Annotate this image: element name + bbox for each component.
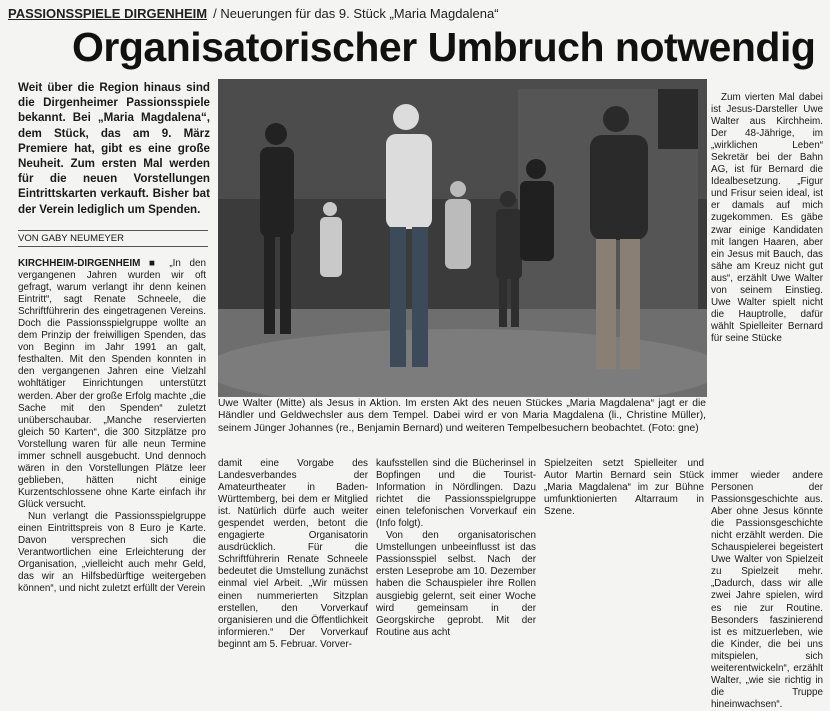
photo-caption [218, 398, 706, 435]
photo-credit: (Foto: gne) [648, 422, 699, 434]
col1-p2: Nun verlangt die Passionsspielgruppe einen Eintrittspreis von 8 Euro je Karte. Davon versprechen sich die Verantwortlichen eine Erleichterung der Organisation, „vielleicht auch mehr Geld, das wir an Hilfsbedürftige weitergeben können“, und nicht zuletzt erfüllt der Verein [18, 510, 206, 595]
column-3 [376, 458, 536, 639]
column-4: Spielzeiten setzt Spielleiter und Autor Martin Bernard sein Stück „Maria Magdalena“ im zur Bühne umfunktionierten Altarraum in Szene. [544, 458, 704, 518]
article-photo [218, 79, 707, 397]
col5-p2: immer wieder andere Personen der Passionsgeschichte aus. Aber ohne Jesus könnte die Passionsgeschichte nicht erzählt werden. Die Schauspielerei begeistert Uwe Walter von Spielzeit zu Spielzeit mehr. „Dadurch, dass wir alle zwei Jahre spielen, wird es nie zur Routine. Besonders faszinierend ist es mitzuerleben, wie die Kinder, die bei uns mitspielen, sich weiterentwickeln“, erzählt Walter, „wie sie richtig in die Truppe hineinwachsen“. [711, 470, 823, 710]
column-2: damit eine Vorgabe des Landesverbandes der Amateurtheater in Baden-Württemberg, bei dem er Mitglied ist. Natürlich dürfe auch weiter gespendet werden, betont die engagierte Organisatorin ausdrücklich. Für die Schriftführerin Renate Schneele bedeutet die Umstellung zunächst einmal viel Arbeit. „Wir müssen einen nummerierten Sitzplan erstellen, den Vorverkauf organisieren und die Öffentlichkeit informieren.“ Der Vorverkauf beginnt am 5. Februar. Vorver- [218, 458, 368, 650]
photo-illustration [218, 79, 707, 397]
column-5-bottom [711, 470, 823, 711]
dateline: KIRCHHEIM-DIRGENHEIM ■ [18, 258, 161, 269]
col3-p1: kaufsstellen sind die Bücherinsel in Bopfingen und die Tourist-Information in Nördlingen. Dazu richtet die Passionsspielgruppe einen telefonischen Vorverkauf ein (Info folgt). [376, 458, 536, 530]
column-5-top [711, 92, 823, 345]
headline: Organisatorischer Umbruch notwendig [72, 24, 816, 70]
col5-p1: Zum vierten Mal dabei ist Jesus-Darsteller Uwe Walter aus Kirchheim. Der 48-Jährige, im „wirklichen Leben“ Sekretär bei der Bahn AG, ist für Bernard die Idealbesetzung. „Figur und Frisur seien ideal, ist er damals auf mich zugekommen. Es gäbe zwar einige Kandidaten mit langen Haaren, aber ein Jesus mit Bauch, das sähe am Kreuz nicht gut aus“, erzählt Uwe Walter von seinem Einstieg. Uwe Walter spielt nicht die Hauptrolle, dafür wählt Spielleiter Bernard für seine Stücke [711, 92, 823, 344]
kicker [8, 6, 499, 21]
lead-paragraph: Weit über die Region hinaus sind die Dirgenheimer Passionsspiele bekannt. Bei „Maria Magdalena“, dem Stück, das am 9. März Premiere hat, gibt es eine große Neuheit. Zum ersten Mal werden für die neuen Vorstellungen Eintrittskarten verkauft. Bisher bat der Verein lediglich um Spenden. [18, 81, 210, 216]
topic-label: / Neuerungen für das 9. Stück „Maria Magdalena“ [213, 6, 499, 21]
byline: VON GABY NEUMEYER [18, 230, 208, 247]
column-1 [18, 258, 206, 595]
caption-text: Uwe Walter (Mitte) als Jesus in Aktion. Im ersten Akt des neuen Stückes „Maria Magdalena“ jagt er die Händler und Geldwechsler aus dem Tempel. Dabei wird er von Maria Magdalena (li., Christine Müller), seinem Jünger Johannes (re., Benjamin Bernard) und weiteren Tempelbesuchern beobachtet. [218, 398, 706, 434]
col3-p2: Von den organisatorischen Umstellungen unbeeinflusst ist das Passionsspiel selbst. Nach der ersten Leseprobe am 10. Dezember haben die Schauspieler ihre Rollen ausgiebig gelernt, seit einer Woche wird gemeinsam in der Georgskirche geprobt. Mit der Routine aus acht [376, 530, 536, 638]
section-label: PASSIONSSPIELE DIRGENHEIM [8, 6, 208, 21]
col1-p1: „In den vergangenen Jahren wurden wir oft gefragt, warum verlangt ihr denn keinen Eintritt“, sagt Renate Schneele, die Schriftführerin des eingetragenen Vereins. Doch die Passionsspielgruppe wollte an dem Prinzip der freiwilligen Spenden, das von Beginn im Jahr 1991 an galt, festhalten. Mit den Spenden konnten in den vergangenen Jahren eine Vielzahl wohltätiger Einrichtungen unterstützt werden. Aber der große Erfolg machte „die Sache mit den Spenden“ zuletzt unüberschaubar. „Manche reservierten gleich 50 Karten“, die 300 Sitzplätze pro Vorstellung waren für alle neun Termine immer schnell ausgebucht. Und dennoch wären in den Vorstellungen Plätze leer geblieben, hätten nicht einige Kurzentschlossene ohne Karte einfach ihr Glück versucht. [18, 258, 206, 510]
